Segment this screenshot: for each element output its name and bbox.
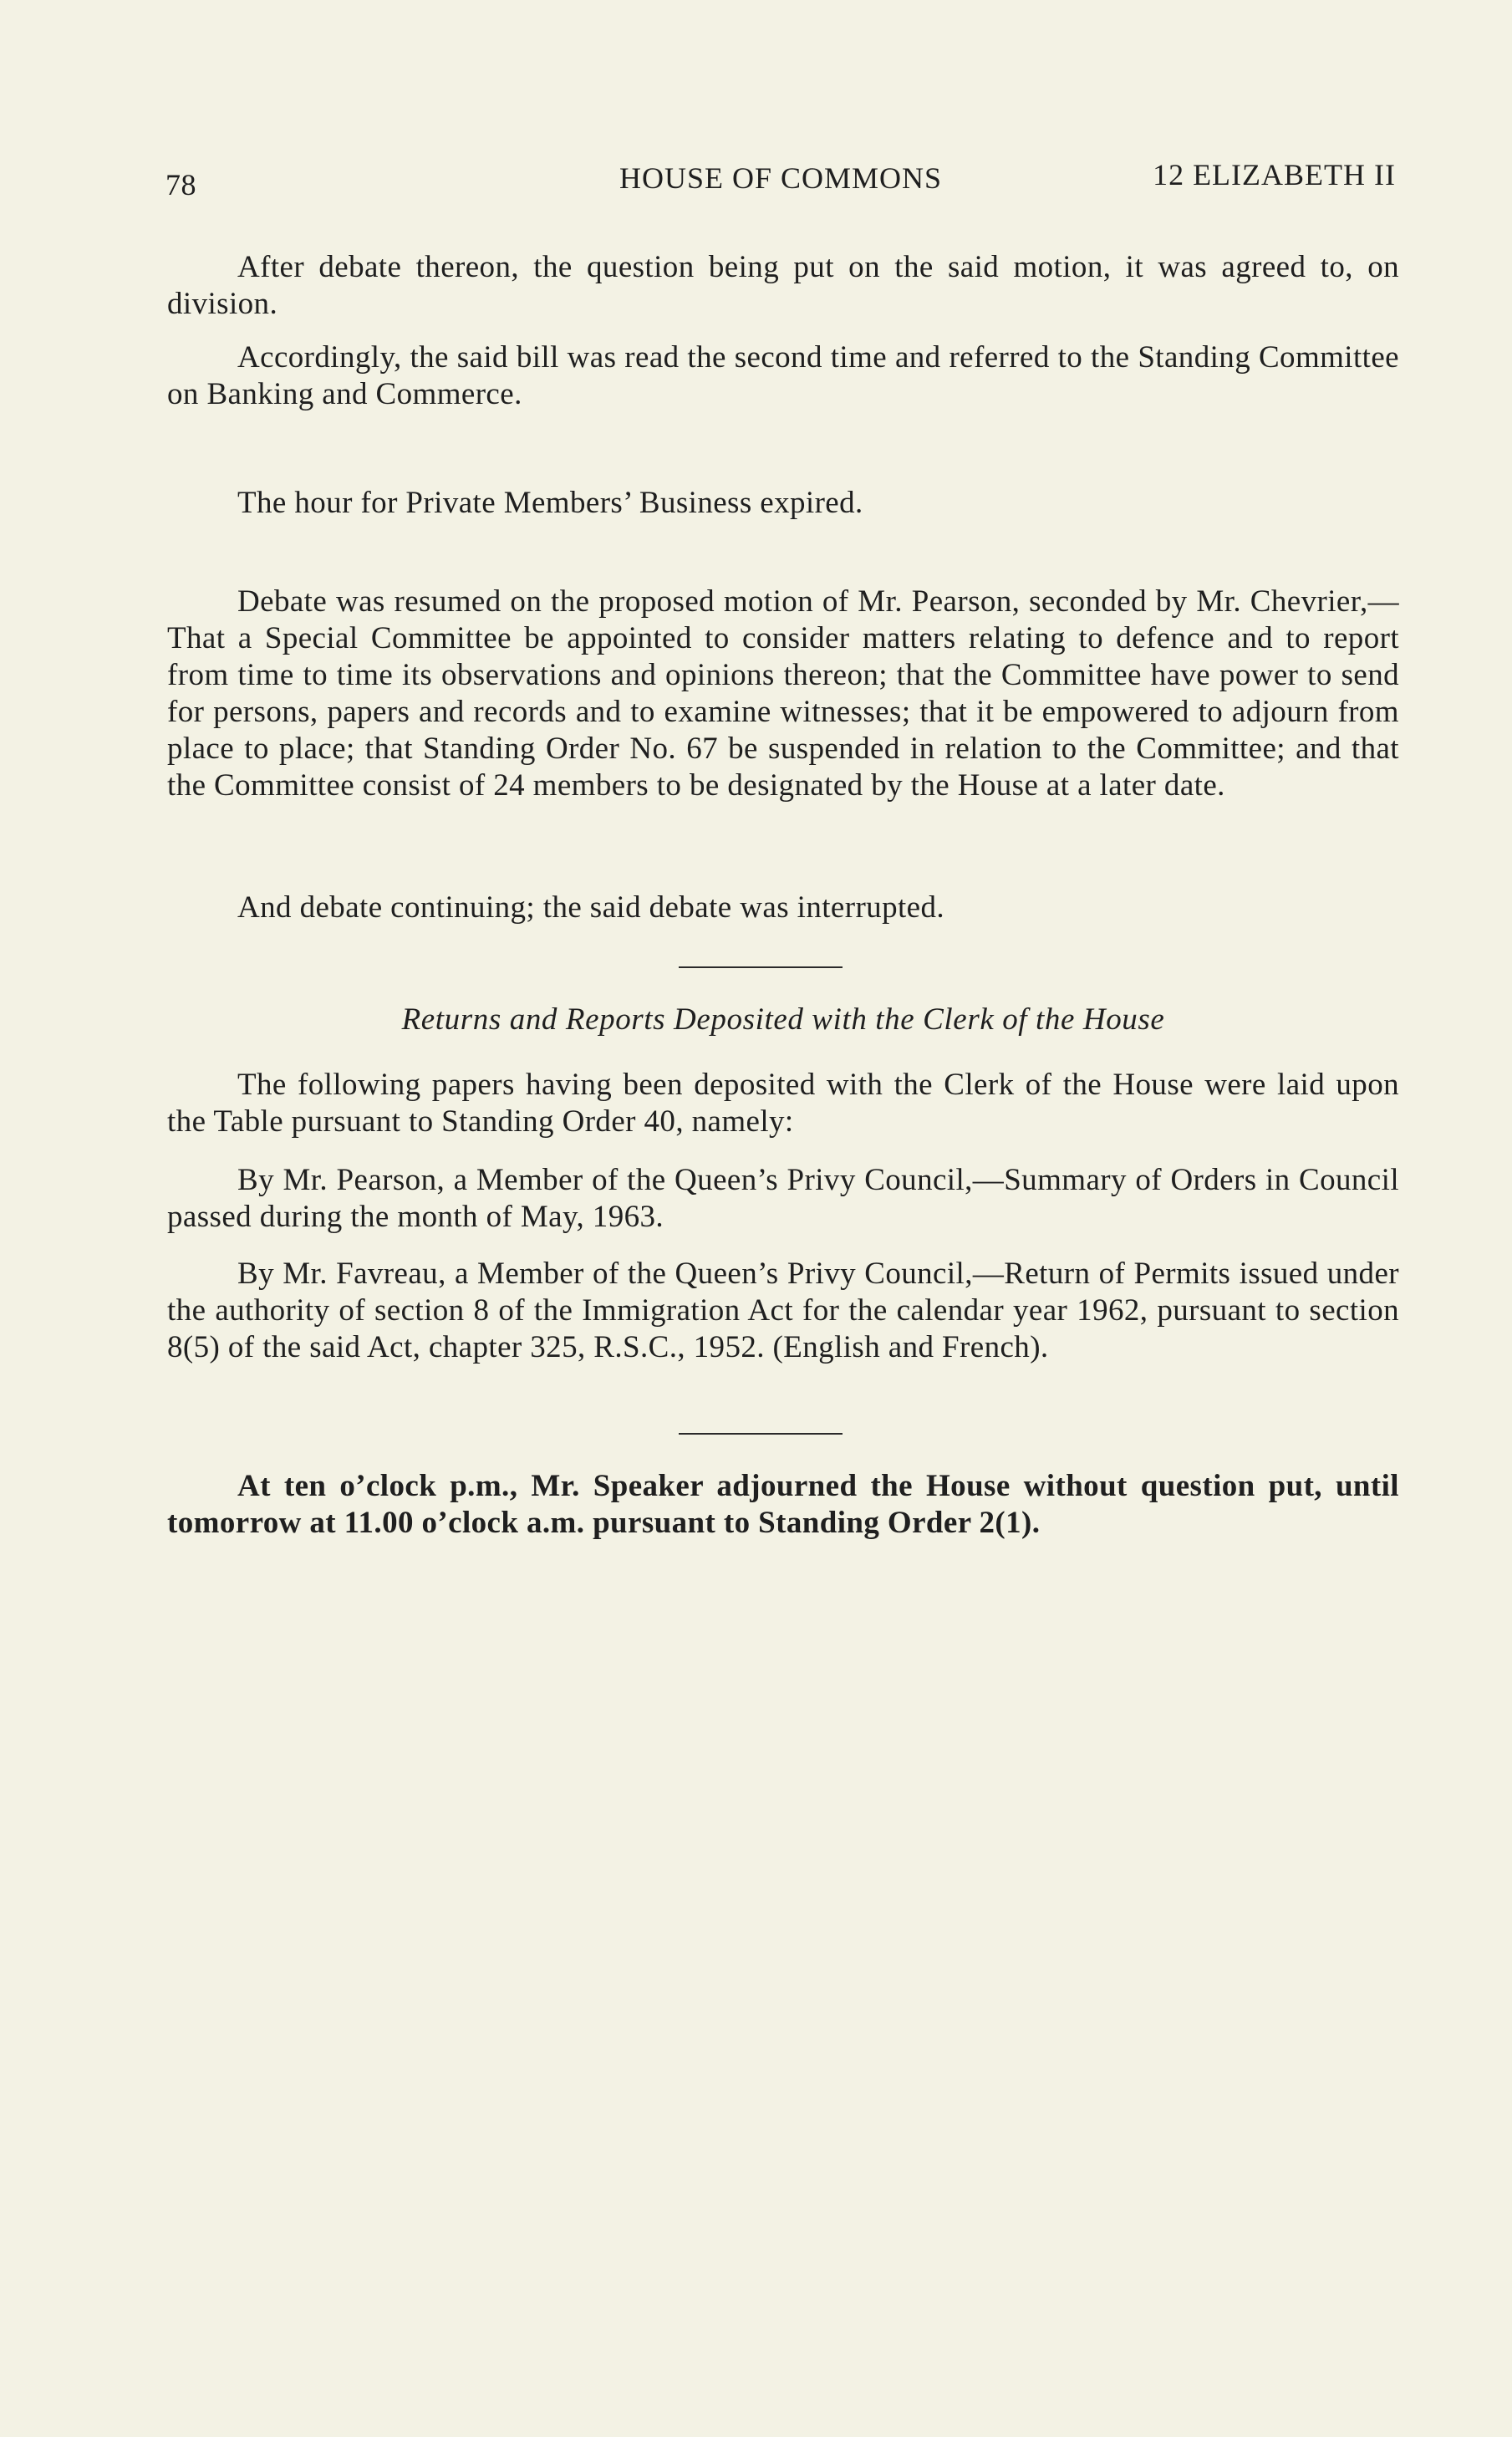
- paragraph-bill-referred: Accordingly, the said bill was read the second time and referred to the Standing Committee on Banking and Commerce.: [167, 340, 1399, 411]
- paragraph-pearson-summary: By Mr. Pearson, a Member of the Queen’s Privy Council,—Summary of Orders in Council passed during the month of May, 1963.: [167, 1163, 1399, 1234]
- section-heading: Returns and Reports Deposited with the Clerk of the House: [401, 1002, 1165, 1037]
- paragraph-favreau-return: By Mr. Favreau, a Member of the Queen’s Privy Council,—Return of Permits issued under the authority of section 8 of the Immigration Act for the calendar year 1962, pursuant to section 8(5) of the said Act, chapter 325, R.S.C., 1952. (English and French).: [167, 1257, 1399, 1364]
- paragraph-debate-interrupted: And debate continuing; the said debate was interrupted.: [237, 890, 945, 925]
- section-divider: [679, 1433, 843, 1435]
- paragraph-papers-deposited: The following papers having been deposited with the Clerk of the House were laid upon the Table pursuant to Standing Order 40, namely:: [167, 1068, 1399, 1139]
- paragraph-adjournment: At ten o’clock p.m., Mr. Speaker adjourned the House without question put, until tomorrow at 11.00 o’clock a.m. pursuant to Standing Order 2(1).: [167, 1469, 1399, 1540]
- page-header: [165, 154, 1396, 204]
- page-number: 78: [165, 168, 196, 201]
- section-divider: [679, 966, 843, 968]
- paragraph-debate-agreed: After debate thereon, the question being put on the said motion, it was agreed to, on division.: [167, 250, 1399, 321]
- paragraph-debate-resumed: Debate was resumed on the proposed motion of Mr. Pearson, seconded by Mr. Chevrier,—That a Special Committee be appointed to consider matters relating to defence and to report from time to time its observations and opinions thereon; that the Committee have power to send for persons, papers and records and to examine witnesses; that it be empowered to adjourn from place to place; that Standing Order No. 67 be suspended in relation to the Committee; and that the Committee consist of 24 members to be designated by the House at a later date.: [167, 584, 1399, 803]
- running-title: HOUSE OF COMMONS: [619, 161, 943, 195]
- paragraph-hour-expired: The hour for Private Members’ Business expired.: [237, 486, 863, 520]
- session-label: 12 ELIZABETH II: [1153, 158, 1396, 191]
